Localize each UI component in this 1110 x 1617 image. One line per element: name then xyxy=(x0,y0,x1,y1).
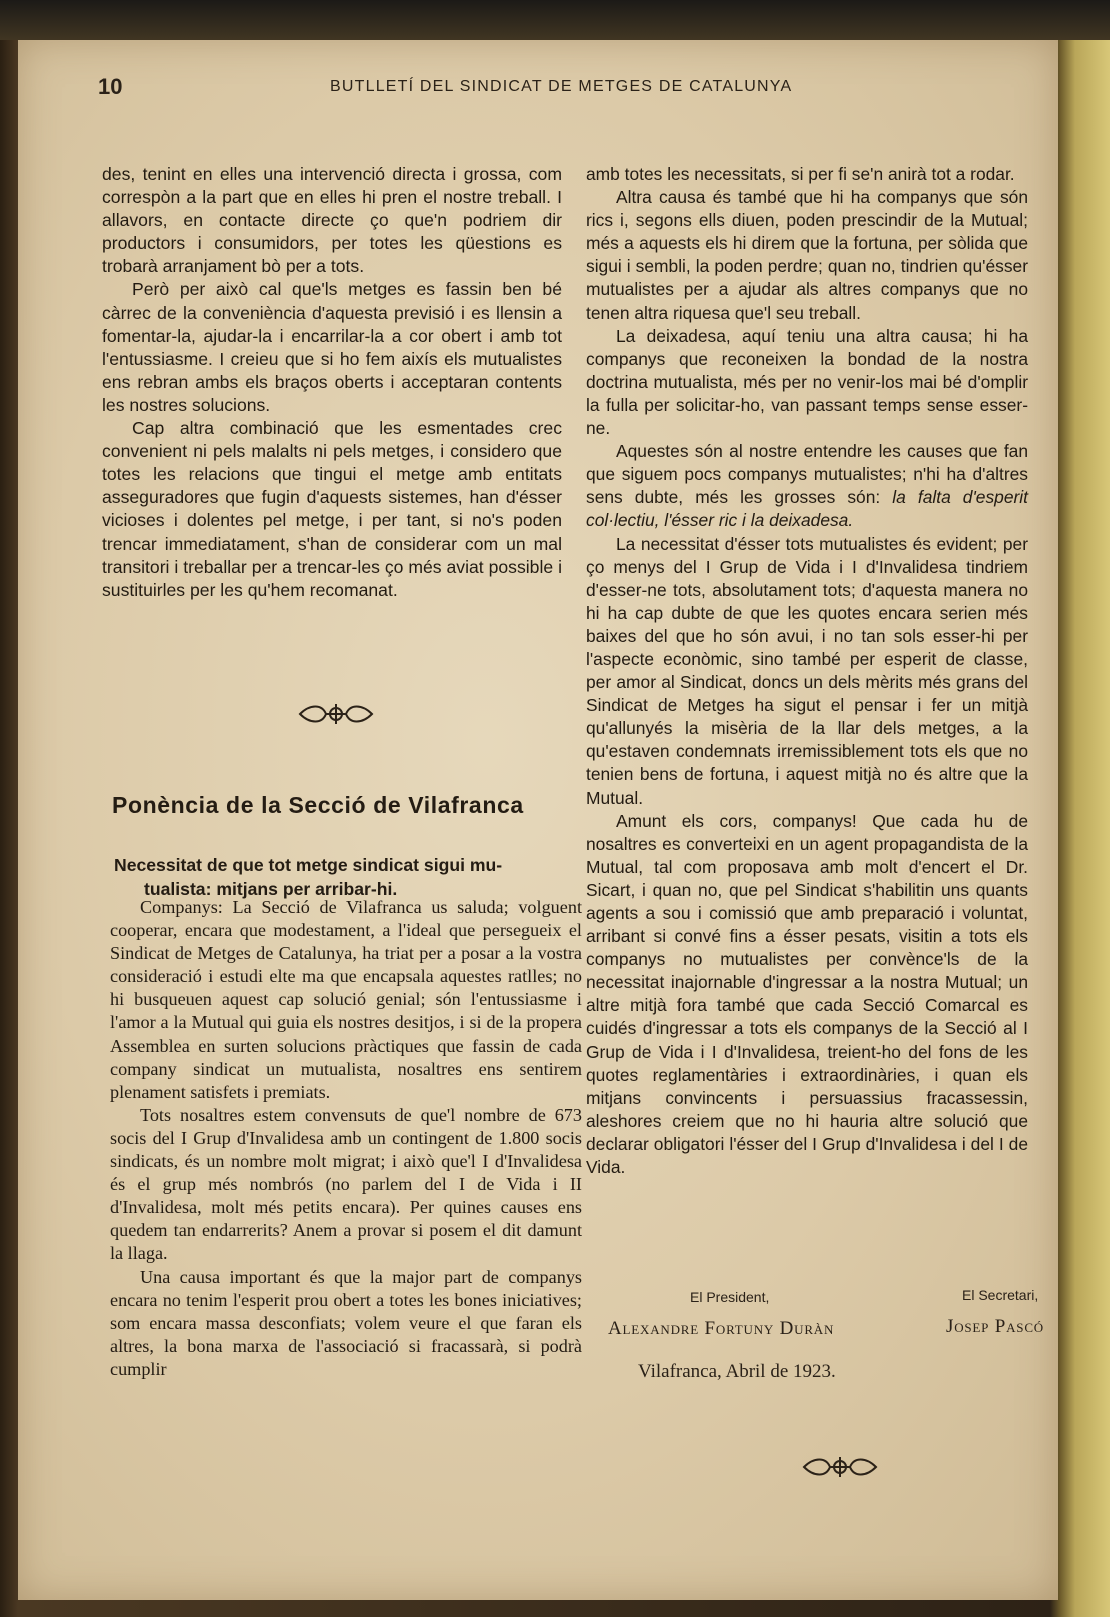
paragraph: Però per això cal que'ls metges es fassin ben bé càrrec de la conveniència d'aquesta previsió i es llensin a fomentar-la, ajudar-la i encarrilar-la a cor obert i amb tot l'entussiasme. I creieu que si ho fem aixís els mutualistes ens rebran ambs els braços oberts i acceptaran contents les nostres solucions. xyxy=(102,279,562,415)
running-header xyxy=(98,74,1028,104)
causes-emphasis: la falta d'esperit col·lectiu, l'ésser ric i la deixadesa. xyxy=(586,487,1028,531)
president-label: El President, xyxy=(690,1289,770,1305)
place-date: Vilafranca, Abril de 1923. xyxy=(638,1361,836,1382)
paragraph: Altra causa és també que hi ha companys que són rics i, segons ells diuen, poden prescindir de la Mutual; més a aquests els hi direm que la fortuna, per sòlida que sigui i sembli, la poden perdre; quan no, tindrien qu'ésser mutualistes per a ajudar als altres companys que no tenen altra riquesa que'l seu treball. xyxy=(586,187,1028,323)
right-column xyxy=(586,163,1028,1179)
paragraph: Amunt els cors, companys! Que cada hu de nosaltres es converteixi en un agent propagandista de la Mutual, tal com proposava amb molt d'encert el Dr. Sicart, i quan no, que pel Sindicat s'habilitin uns quants agents a sou i comissió que amb preparació i voluntat, arribant si convé fins a ésser pesats, visitin a tots els companys no mutualistes per convènce'ls de la necessitat inajornable d'ingressar a la nostra Mutual; un altre mitjà fora també que cada Secció Comarcal es cuidés d'ingressar a tots els companys de la Secció al I Grup de Vida i I d'Invalidesa, treient-ho del fons de les quotes reglamentàries i extraordinàries, i quan els mitjans convincents i persuassius fracassessin, aleshores creiem que no hi hauria altre solució que declarar obligatori l'ésser del I Grup d'Invalidesa i del I de Vida. xyxy=(586,810,1028,1178)
paragraph: Tots nosaltres estem convensuts de que'l nombre de 673 socis del I Grup d'Invalidesa amb un contingent de 1.800 socis sindicats, és un nombre molt migrat; i això que'l I d'Invalidesa és el grup més nombrós (no parlem del I de Vida i II d'Invalidesa, molt més petits encara). Per quines causes ens quedem tan endarrerits? Anem a provar si posem el dit damunt la llaga. xyxy=(110,1104,582,1264)
paragraph: Una causa important és que la major part de companys encara no tenim l'esperit prou obert a totes les bones iniciatives; som encara massa desconfiats; volem veure el que faran els altres, la bona marxa de l'associació si fracassarà, si podrà cumplir xyxy=(110,1266,582,1379)
section-subtitle xyxy=(114,853,574,901)
secretary-name: Josep Pascó xyxy=(946,1316,1044,1337)
journal-title: BUTLLETÍ DEL SINDICAT DE METGES DE CATALUNYA xyxy=(330,78,793,95)
president-name: Alexandre Fortuny Duràn xyxy=(608,1318,835,1339)
subtitle-line: tualista: mitjans per arribar-hi. xyxy=(144,879,398,899)
paragraph xyxy=(586,440,1028,532)
left-column-top xyxy=(102,163,562,602)
paragraph: des, tenint en elles una intervenció directa i grossa, com correspòn a la part que en elles hi pren el nostre treball. I allavors, en contacte directe ço que'n podriem dir productors i consumidors, per totes les qüestions es trobarà arranjament bò per a tots. xyxy=(102,164,562,277)
page-number: 10 xyxy=(98,74,123,99)
section-heading: Ponència de la Secció de Vilafranca xyxy=(112,792,524,818)
subtitle-line: Necessitat de que tot metge sindicat sigui mu- xyxy=(114,855,503,875)
paragraph: La deixadesa, aquí teniu una altra causa; hi ha companys que reconeixen la bondad de la nostra doctrina mutualista, més per no venir-los mai bé d'omplir la fulla per solicitar-ho, van passant temps sense esser-ne. xyxy=(586,325,1028,439)
secretary-label: El Secretari, xyxy=(962,1287,1039,1303)
top-book-edge xyxy=(0,0,1110,40)
fleuron-ornament-icon xyxy=(800,1453,880,1481)
paragraph: Companys: La Secció de Vilafranca us saluda; volguent cooperar, encara que modestament, a l'ideal que persegueix el Sindicat de Metges de Catalunya, ha triat per a posar a la vostra consideració i estudi elte ma que encapsala aquestes ratlles; no hi busqueuen aquest cap solució genial; són l'entussiasme i l'amor a la Mutual qui guia els nostres desitjos, i si de la propera Assemblea en surten solucions pràctiques que fassin de cada company sindicat un mutualista, nosaltres ens sentirem plenament satisfets i premiats. xyxy=(110,897,582,1102)
paragraph: amb totes les necessitats, si per fi se'n anirà tot a rodar. xyxy=(586,164,1015,184)
paragraph: La necessitat d'ésser tots mutualistes és evident; per ço menys del I Grup de Vida i I d'Invalidesa tindriem d'esser-ne tots, absolutament tots; d'aquesta manera no hi ha cap dubte de que les quotes encara serien més baixes del que ho són avui, i no tan sols esser-hi per l'aspecte econòmic, sino també per esperit de classe, per amor al Sindicat, doncs un dels mèrits més grans del Sindicat de Metges ha sigut el pensar i fer un mitjà qu'allunyés la misèria de la llar dels metges, a la qu'estaven condemnats irremissiblement tots els que no tenien bens de fortuna, i aquest mitjà no és altre que la Mutual. xyxy=(586,533,1028,808)
left-column-lower xyxy=(110,896,582,1381)
causes-intro: Aquestes són al nostre entendre les causes que fan que siguem pocs companys mutualistes; n'hi ha d'altres sens dubte, més les grosses són: xyxy=(586,441,1028,508)
paragraph: Cap altra combinació que les esmentades crec convenient ni pels malalts ni pels metges, i considero que totes les relacions que tingui el metge amb entitats asseguradores que fugin d'aquests sistemes, han d'ésser vicioses i dolentes pel metge, i per tant, si no's poden trencar immediatament, s'han de considerar com un mal transitori i treballar per a trencar-les ço més aviat possible i sustituirles per les qu'hem recomanat. xyxy=(102,418,562,600)
fleuron-ornament-icon xyxy=(296,700,376,728)
